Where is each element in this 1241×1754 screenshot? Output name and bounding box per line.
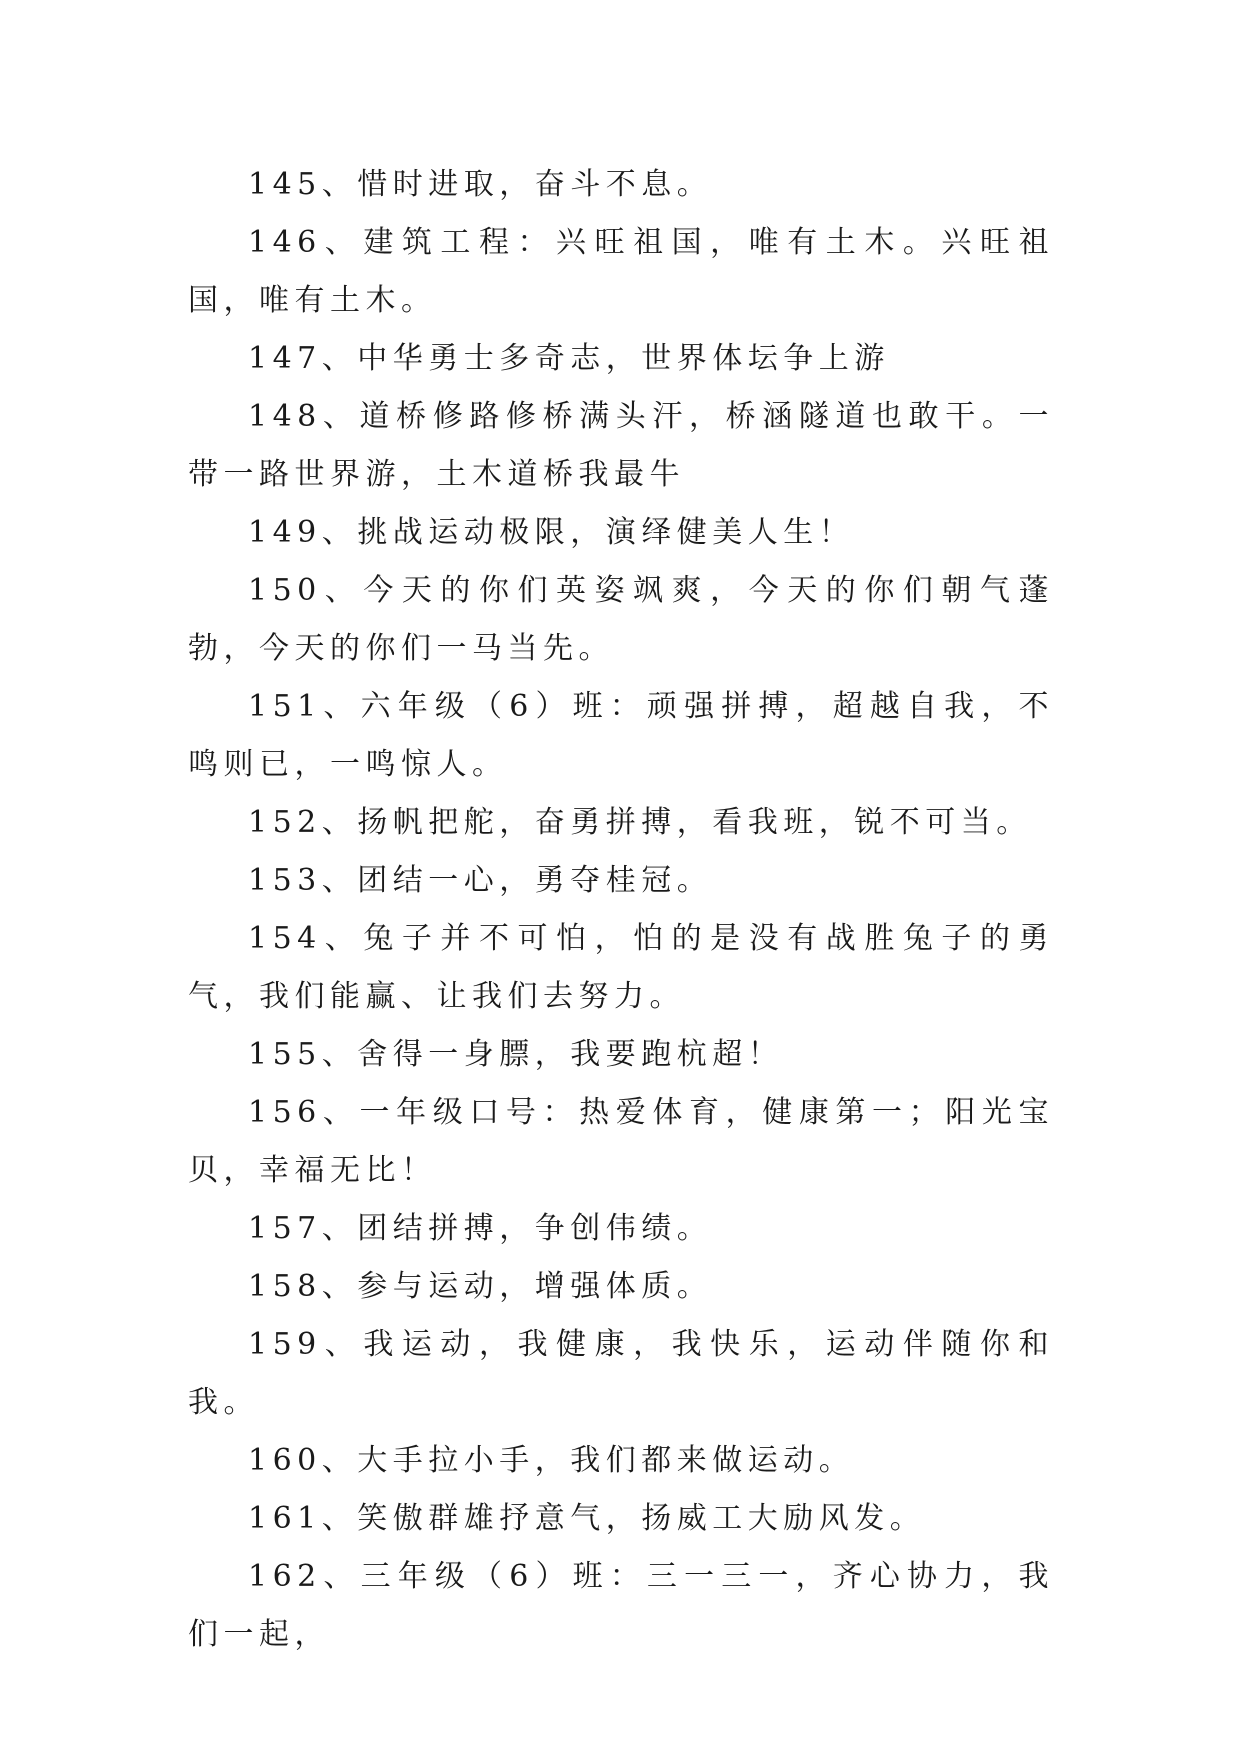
paragraph-153: 153、团结一心，勇夺桂冠。 [248,863,713,898]
document-body [188,156,1054,1664]
paragraph-152: 152、扬帆把舵，奋勇拼搏，看我班，锐不可当。 [248,805,1032,840]
paragraph-159: 159、我运动，我健康，我快乐，运动伴随你和我。 [188,1327,1054,1420]
paragraph-162: 162、三年级（6）班：三一三一，齐心协力，我们一起， [188,1559,1054,1652]
paragraph-145: 145、惜时进取，奋斗不息。 [248,167,713,202]
paragraph-147: 147、中华勇士多奇志，世界体坛争上游 [248,341,890,376]
paragraph-154: 154、兔子并不可怕，怕的是没有战胜兔子的勇气，我们能赢、让我们去努力。 [188,921,1054,1014]
paragraph-151: 151、六年级（6）班：顽强拼搏，超越自我，不鸣则已，一鸣惊人。 [188,689,1054,782]
paragraph-156: 156、一年级口号：热爱体育，健康第一；阳光宝贝，幸福无比！ [188,1095,1054,1188]
paragraph-149: 149、挑战运动极限，演绎健美人生！ [248,515,855,550]
paragraph-161: 161、笑傲群雄抒意气，扬威工大励风发。 [248,1501,926,1536]
paragraph-155: 155、舍得一身膘，我要跑杭超！ [248,1037,784,1072]
paragraph-158: 158、参与运动，增强体质。 [248,1269,713,1304]
paragraph-146: 146、建筑工程：兴旺祖国，唯有土木。兴旺祖国，唯有土木。 [188,225,1054,318]
paragraph-157: 157、团结拼搏，争创伟绩。 [248,1211,713,1246]
paragraph-160: 160、大手拉小手，我们都来做运动。 [248,1443,855,1478]
paragraph-150: 150、今天的你们英姿飒爽，今天的你们朝气蓬勃，今天的你们一马当先。 [188,573,1054,666]
paragraph-148: 148、道桥修路修桥满头汗，桥涵隧道也敢干。一带一路世界游，土木道桥我最牛 [188,399,1054,492]
